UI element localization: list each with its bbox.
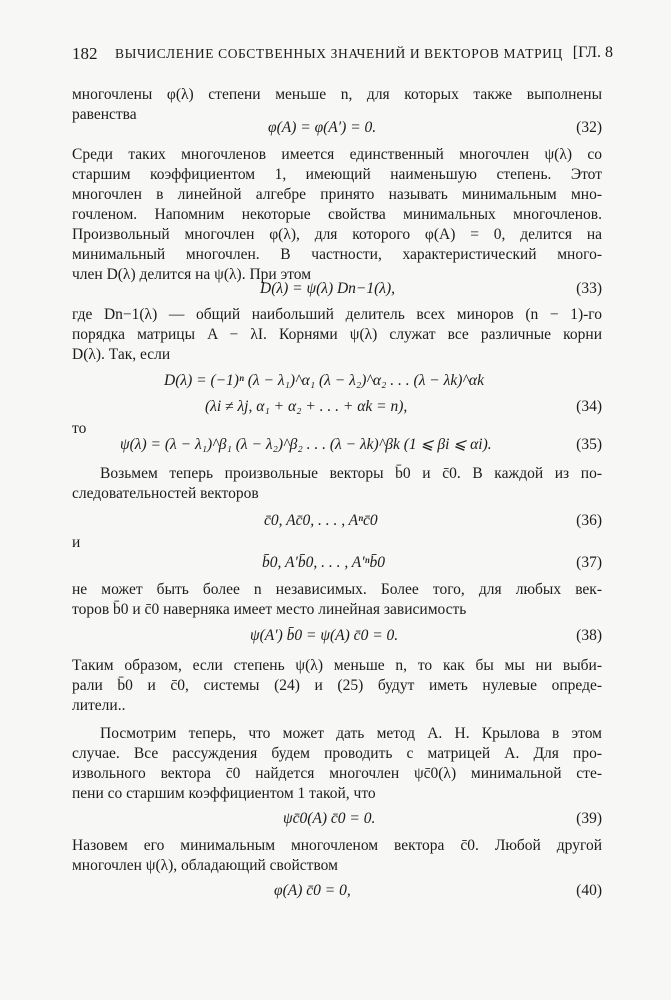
text-line: минимальный многочлен. В частности, характеристический много- — [72, 246, 602, 263]
text-line: Назовем его минимальным многочленом вектора c̄0. Любой другой — [72, 837, 602, 854]
equation-number: (38) — [576, 627, 602, 644]
equation-32: φ(A) = φ(A′) = 0. — [268, 119, 377, 136]
equation-39: ψc̄0(A) c̄0 = 0. — [283, 810, 376, 827]
equation-40: φ(A) c̄0 = 0, — [274, 882, 351, 899]
text-line: член D(λ) делится на ψ(λ). При этом — [72, 266, 312, 283]
text-line: Среди таких многочленов имеется единственный многочлен ψ(λ) со — [72, 146, 602, 163]
equation-number: (37) — [576, 554, 602, 571]
equation-34a: D(λ) = (−1)ⁿ (λ − λ₁)^α₁ (λ − λ₂)^α₂ . . . (λ − λk)^αk — [164, 372, 484, 389]
running-header — [72, 44, 613, 66]
text-line: лители.. — [72, 697, 126, 714]
text-line: извольного вектора c̄0 найдется многочлен ψc̄0(λ) минимальной сте- — [72, 765, 602, 782]
text-line: рали b̄0 и c̄0, системы (24) и (25) будут иметь нулевые опреде- — [72, 677, 602, 694]
text-line: D(λ). Так, если — [72, 346, 171, 363]
text-line: Посмотрим теперь, что может дать метод А. Н. Крылова в этом — [100, 725, 602, 742]
page-number: 182 — [72, 44, 98, 63]
equation-number: (39) — [576, 810, 602, 827]
text-line: многочлен ψ(λ), обладающий свойством — [72, 857, 338, 874]
text-line: где Dn−1(λ) — общий наибольший делитель всех миноров (n − 1)-го — [72, 306, 602, 323]
equation-number: (35) — [576, 436, 602, 453]
chapter-label: [ГЛ. 8 — [572, 44, 613, 61]
text-line: многочлены φ(λ) степени меньше n, для которых также выполнены — [72, 86, 602, 103]
text-line: равенства — [72, 106, 137, 123]
text-line: пени со старшим коэффициентом 1 такой, что — [72, 785, 376, 802]
equation-37: b̄0, A′b̄0, . . . , A′ⁿb̄0 — [262, 554, 386, 571]
text-line: случае. Все рассуждения будем проводить с матрицей A. Для про- — [72, 745, 602, 762]
text-line: не может быть более n независимых. Более того, для любых век- — [72, 581, 602, 598]
text-line: торов b̄0 и c̄0 наверняка имеет место линейная зависимость — [72, 601, 467, 618]
equation-38: ψ(A′) b̄0 = ψ(A) c̄0 = 0. — [250, 627, 399, 644]
text-line: многочлен в линейной алгебре принято называть минимальным мно- — [72, 186, 602, 203]
equation-number: (36) — [576, 512, 602, 529]
equation-33: D(λ) = ψ(λ) Dn−1(λ), — [260, 280, 396, 297]
equation-number: (40) — [576, 882, 602, 899]
text-line: порядка матрицы A − λI. Корнями ψ(λ) служат все различные корни — [72, 326, 602, 343]
equation-number: (33) — [576, 280, 602, 297]
equation-number: (34) — [576, 398, 602, 415]
text-line: Таким образом, если степень ψ(λ) меньше n, то как бы мы ни выби- — [72, 657, 602, 674]
equation-34b: (λi ≠ λj, α₁ + α₂ + . . . + αk = n), — [205, 398, 408, 415]
equation-35: ψ(λ) = (λ − λ₁)^β₁ (λ − λ₂)^β₂ . . . (λ − λk)^βk (1 ⩽ βi ⩽ αi). — [120, 436, 492, 453]
text-line: и — [72, 534, 81, 551]
text-line: старшим коэффициентом 1, имеющий наименьшую степень. Этот — [72, 166, 602, 183]
text-line: следовательностей векторов — [72, 485, 259, 502]
equation-36: c̄0, Ac̄0, . . . , Aⁿc̄0 — [264, 512, 378, 529]
text-line: Возьмем теперь произвольные векторы b̄0 и c̄0. В каждой из по- — [100, 465, 602, 482]
text-line: гочленом. Напомним некоторые свойства минимальных многочленов. — [72, 206, 602, 223]
equation-number: (32) — [576, 119, 602, 136]
text-line: то — [72, 420, 87, 437]
text-line: Произвольный многочлен φ(λ), для которого φ(A) = 0, делится на — [72, 226, 602, 243]
running-title: ВЫЧИСЛЕНИЕ СОБСТВЕННЫХ ЗНАЧЕНИЙ И ВЕКТОРОВ МАТРИЦ — [115, 46, 563, 61]
